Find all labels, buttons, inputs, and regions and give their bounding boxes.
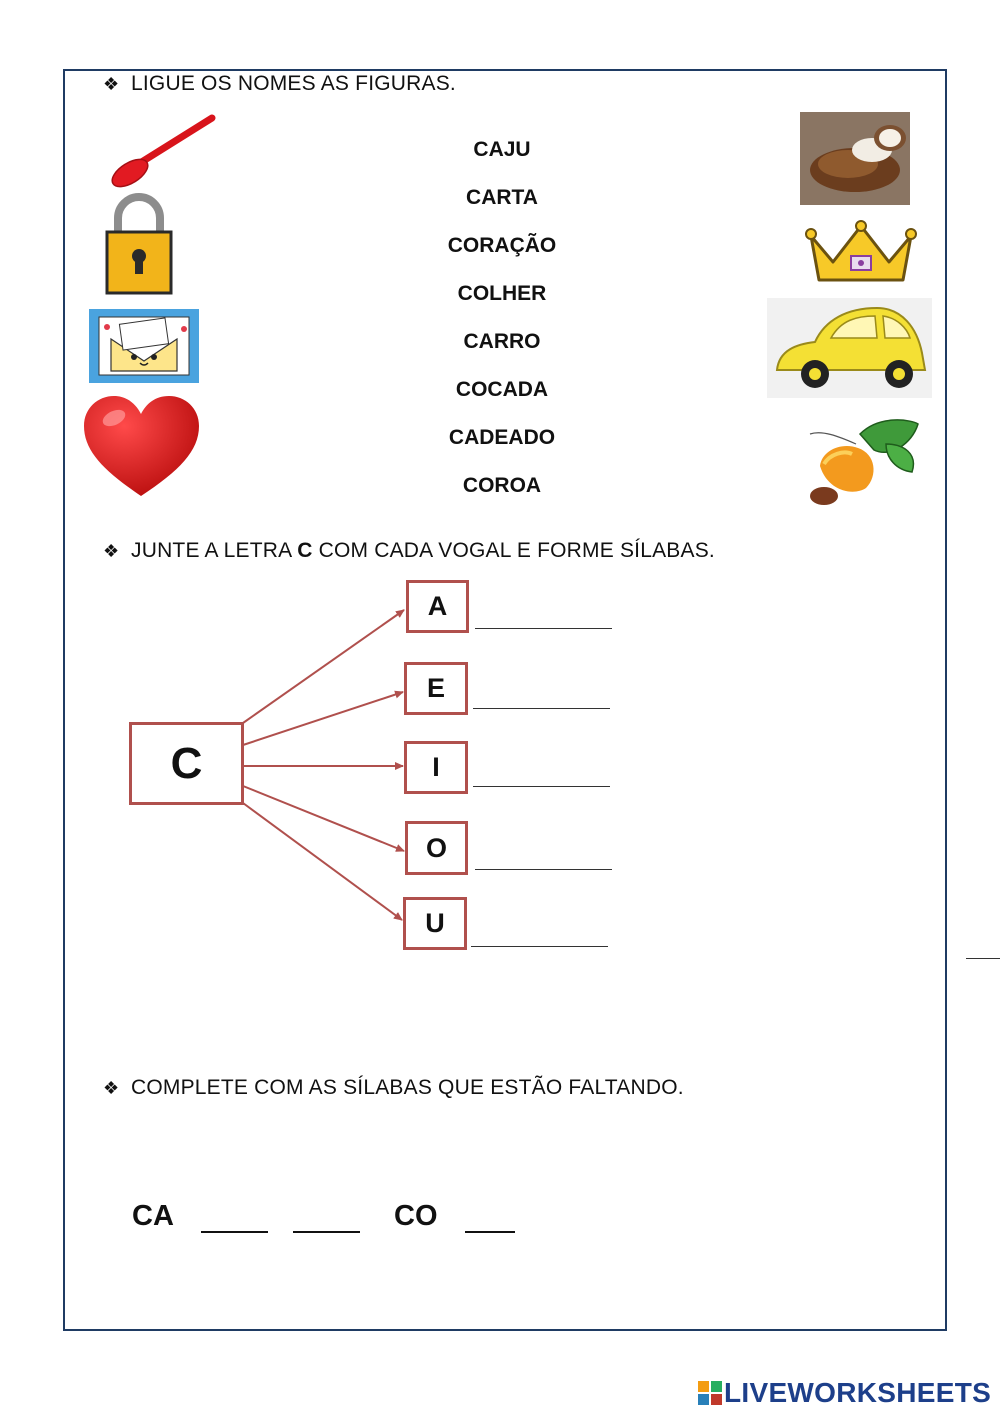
bullet-icon: ❖ — [103, 1078, 120, 1098]
brand-text: LIVEWORKSHEETS — [724, 1377, 992, 1408]
stray-line — [966, 958, 1000, 959]
instruction-text: COMPLETE COM AS SÍLABAS QUE ESTÃO FALTANDO. — [131, 1076, 684, 1099]
vowel-box-u: U — [403, 897, 467, 950]
bullet-icon: ❖ — [103, 74, 120, 94]
arrow-to-e — [243, 692, 403, 745]
instruction-text: LIGUE OS NOMES AS FIGURAS. — [131, 72, 456, 95]
liveworksheets-brand — [698, 1378, 991, 1408]
word-item[interactable]: CORAÇÃO — [447, 234, 557, 257]
answer-line-i[interactable] — [473, 786, 610, 787]
blank-3[interactable] — [465, 1231, 515, 1233]
word-item[interactable]: COROA — [462, 474, 542, 497]
instruction-letter: C — [297, 539, 313, 562]
vowel-box-e: E — [404, 662, 468, 715]
bullet-icon: ❖ — [103, 541, 120, 561]
vowel-box-i: I — [404, 741, 468, 794]
arrow-to-u — [243, 803, 402, 920]
word-item[interactable]: CARRO — [463, 330, 541, 353]
vowel-box-o: O — [405, 821, 468, 875]
vowel-box-a: A — [406, 580, 469, 633]
answer-line-a[interactable] — [475, 628, 612, 629]
instruction-text-part2: COM CADA VOGAL E FORME SÍLABAS. — [312, 539, 715, 562]
source-letter-box: C — [129, 722, 244, 805]
arrow-to-a — [243, 610, 404, 723]
word-item[interactable]: CAJU — [473, 138, 531, 161]
blank-2[interactable] — [293, 1231, 360, 1233]
word-item[interactable]: CARTA — [466, 186, 538, 209]
answer-line-u[interactable] — [471, 946, 608, 947]
instruction-complete — [103, 1076, 684, 1100]
arrow-to-o — [243, 786, 404, 851]
word-item[interactable]: COCADA — [455, 378, 549, 401]
instruction-text-part1: JUNTE A LETRA — [131, 539, 298, 562]
answer-line-e[interactable] — [473, 708, 610, 709]
liveworksheets-logo-icon — [698, 1381, 722, 1405]
word-item[interactable]: COLHER — [457, 282, 547, 305]
word-item[interactable]: CADEADO — [448, 426, 556, 449]
syllable-co: CO — [394, 1200, 438, 1232]
blank-1[interactable] — [201, 1231, 268, 1233]
answer-line-o[interactable] — [475, 869, 612, 870]
syllable-ca: CA — [132, 1200, 174, 1232]
